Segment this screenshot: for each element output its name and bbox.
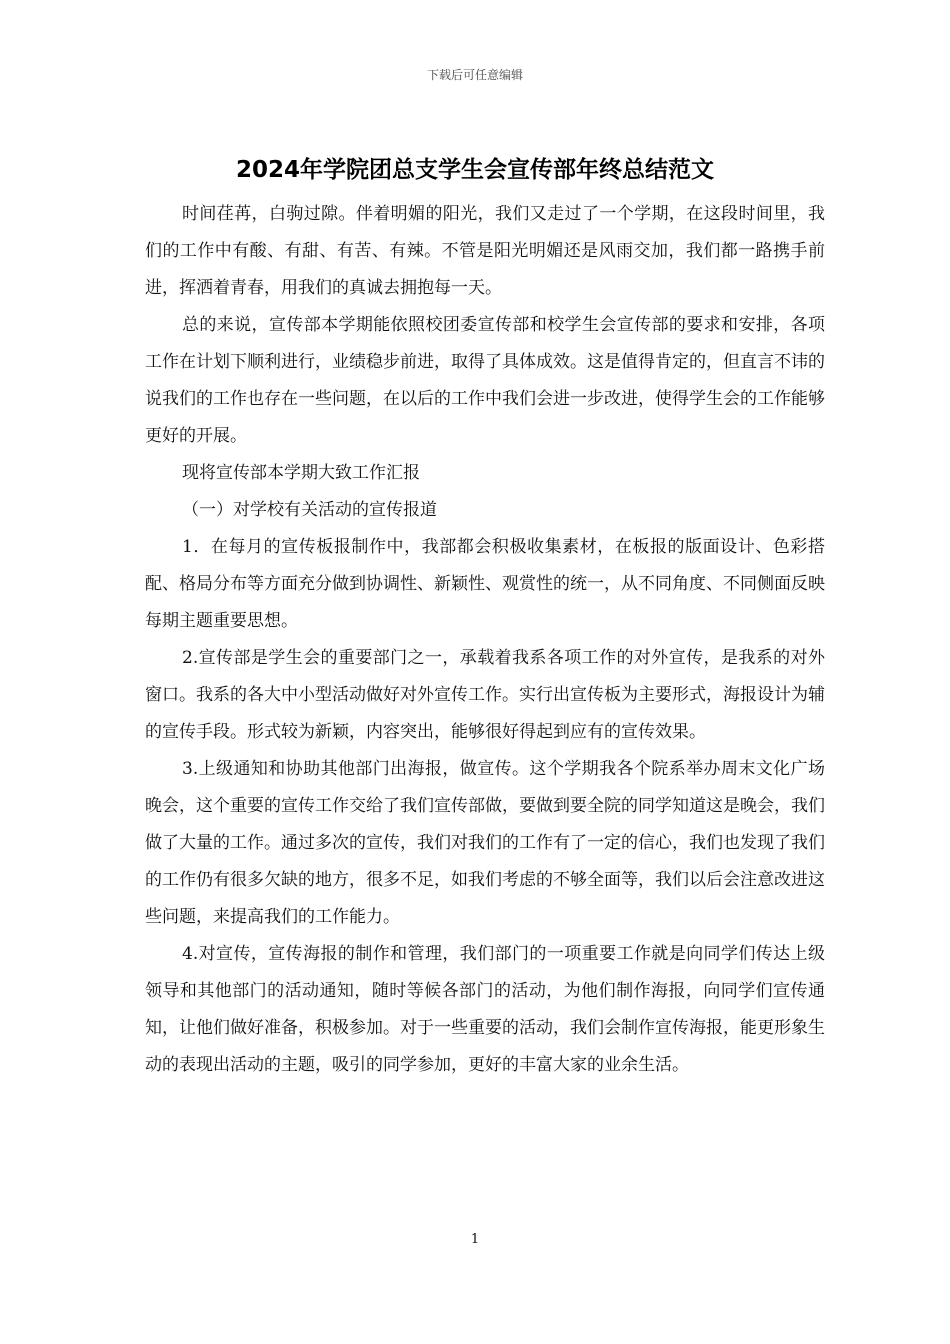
page-header: 下载后可任意编辑 [426, 68, 523, 82]
paragraph-item-2: 2.宣传部是学生会的重要部门之一，承载着我系各项工作的对外宣传，是我系的对外窗口。我系的各大中小型活动做好对外宣传工作。实行出宣传板为主要形式，海报设计为辅的宣传手段。形式较为新颖，内容突出，能够很好得起到应有的宣传效果。 [145, 648, 825, 742]
paragraph-item-3: 3.上级通知和协助其他部门出海报，做宣传。这个学期我各个院系举办周末文化广场晚会，这个重要的宣传工作交给了我们宣传部做，要做到要全院的同学知道这是晚会，我们做了大量的工作。通过多次的宣传，我们对我们的工作有了一定的信心，我们也发现了我们的工作仍有很多欠缺的地方，很多不足，如我们考虑的不够全面等，我们以后会注意改进这些问题，来提高我们的工作能力。 [145, 759, 825, 927]
document-body [145, 196, 825, 1084]
document-title: 2024年学院团总支学生会宣传部年终总结范文 [235, 157, 714, 183]
paragraph-item-4: 4.对宣传，宣传海报的制作和管理，我们部门的一项重要工作就是向同学们传达上级领导和其他部门的活动通知，随时等候各部门的活动，为他们制作海报，向同学们宣传通知，让他们做好准备，积极参加。对于一些重要的活动，我们会制作宣传海报，能更形象生动的表现出活动的主题，吸引的同学参加，更好的丰富大家的业余生活。 [145, 944, 825, 1075]
paragraph-intro: 时间荏苒，白驹过隙。伴着明媚的阳光，我们又走过了一个学期，在这段时间里，我们的工作中有酸、有甜、有苦、有辣。不管是阳光明媚还是风雨交加，我们都一路携手前进，挥洒着青春，用我们的真诚去拥抱每一天。 [145, 204, 825, 298]
section-heading-1: （一）对学校有关活动的宣传报道 [182, 500, 437, 520]
page-number: 1 [470, 1232, 480, 1247]
paragraph-report-intro: 现将宣传部本学期大致工作汇报 [182, 463, 420, 483]
paragraph-summary: 总的来说，宣传部本学期能依照校团委宣传部和校学生会宣传部的要求和安排，各项工作在计划下顺利进行，业绩稳步前进，取得了具体成效。这是值得肯定的，但直言不讳的说我们的工作也存在一些问题，在以后的工作中我们会进一步改进，使得学生会的工作能够更好的开展。 [145, 315, 825, 446]
paragraph-item-1: 1．在每月的宣传板报制作中，我部都会积极收集素材，在板报的版面设计、色彩搭配、格局分布等方面充分做到协调性、新颖性、观赏性的统一，从不同角度、不同侧面反映每期主题重要思想。 [145, 537, 825, 631]
